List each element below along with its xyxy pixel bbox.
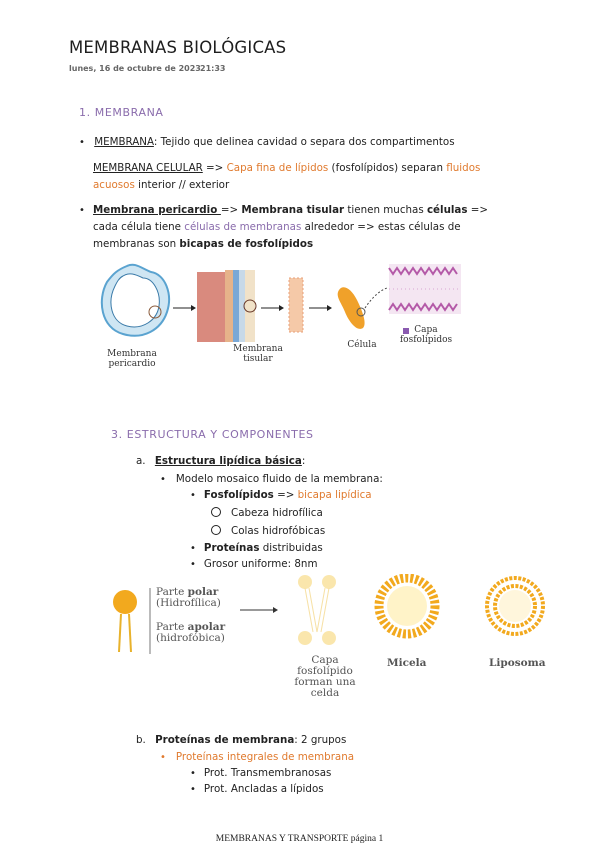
membrana-celular-paragraph xyxy=(93,160,513,194)
term-proteinas: Proteínas xyxy=(203,542,260,554)
bullet-dot: • xyxy=(79,137,85,148)
text: tienen muchas xyxy=(344,204,427,216)
arrow: => xyxy=(220,204,242,216)
circle-bullet xyxy=(211,507,221,517)
micela-drawing xyxy=(379,578,435,634)
label-parte-apolar xyxy=(156,622,225,644)
marker-a: a. xyxy=(136,455,146,467)
colas-text: Colas hidrofóbicas xyxy=(231,525,326,537)
highlight-capa-fina: Capa fina de lípidos xyxy=(226,162,329,174)
page-time: 21:33 xyxy=(200,64,226,73)
highlight-celulas-membranas: células de membranas xyxy=(184,221,302,233)
term-proteinas-membrana: Proteínas de membrana xyxy=(155,734,295,746)
apolar-prefix: Parte xyxy=(156,621,188,633)
arrow-1 xyxy=(173,305,196,311)
term-fosfolipidos: Fosfolípidos xyxy=(203,489,274,501)
liposoma-drawing xyxy=(487,578,543,634)
item-fosfolipidos: • Fosfolípidos => bicapa lipídica xyxy=(190,489,372,501)
term-pericardio: Membrana pericardio xyxy=(93,204,221,216)
item-a xyxy=(136,453,305,470)
section-heading-estructura: 3. ESTRUCTURA Y COMPONENTES xyxy=(111,428,314,441)
arrow-3 xyxy=(309,305,332,311)
arrow: => xyxy=(202,162,227,174)
text: => cada célula tiene xyxy=(93,204,489,233)
highlight-fluidos: fluidos acuosos xyxy=(93,162,481,191)
transmembranosas-text: Prot. Transmembranosas xyxy=(203,767,332,779)
label-liposoma: Liposoma xyxy=(489,657,546,669)
page-title: MEMBRANAS BIOLÓGICAS xyxy=(69,38,287,57)
section-heading-membrana: 1. MEMBRANA xyxy=(79,106,164,119)
colon: : xyxy=(301,455,306,467)
grosor-text: Grosor uniforme: 8nm xyxy=(203,558,318,570)
term-tisular: Membrana tisular xyxy=(241,204,345,216)
term-bicapas: bicapas de fosfolípidos xyxy=(179,238,314,250)
bullet-membrana xyxy=(79,134,455,151)
label-parte-polar xyxy=(156,587,221,609)
ancladas-text: Prot. Ancladas a lípidos xyxy=(203,783,324,795)
page-date: lunes, 16 de octubre de 2023 xyxy=(69,64,201,73)
label-capa-fosfolipido: Capa fosfolípido forman una celda xyxy=(294,654,356,699)
membrana-definition: : Tejido que delinea cavidad o separa dos compartimentos xyxy=(153,136,455,148)
integrales-text: Proteínas integrales de membrana xyxy=(175,751,355,763)
bilayer-drawing xyxy=(298,575,336,645)
label-capa-fosfolipidos: Capa fosfolípidos xyxy=(399,325,453,345)
fosfolipidos-drawing xyxy=(389,264,461,334)
item-proteinas: • Proteínas distribuidas xyxy=(190,542,323,554)
arrow: => xyxy=(273,489,298,501)
label-pericardio: Membrana pericardio xyxy=(107,349,157,369)
label-tisular: Membrana tisular xyxy=(233,344,283,364)
cell-tissue-drawing xyxy=(289,278,303,332)
phospholipid-drawing xyxy=(113,590,137,652)
item-colas xyxy=(211,523,325,540)
term-membrana: MEMBRANA xyxy=(94,136,154,148)
item-integrales: • Proteínas integrales de membrana xyxy=(160,751,355,763)
label-micela: Micela xyxy=(387,657,427,669)
bullet-dot-2: • xyxy=(79,205,85,216)
text-end: interior // exterior xyxy=(134,179,230,191)
item-cabeza xyxy=(211,505,323,522)
proteinas-text: distribuidas xyxy=(259,542,323,554)
item-grosor: • Grosor uniforme: 8nm xyxy=(190,558,318,570)
arrow-right xyxy=(240,607,278,613)
arrow-2 xyxy=(261,305,284,311)
celula-drawing xyxy=(338,287,387,329)
cabeza-text: Cabeza hidrofílica xyxy=(231,507,323,519)
apolar-word: apolar xyxy=(187,621,226,633)
text: alrededor => estas células de membranas son xyxy=(93,221,461,250)
tisular-drawing xyxy=(197,270,256,342)
item-modelo-mosaico: • Modelo mosaico fluido de la membrana: xyxy=(160,473,383,485)
item-ancladas: • Prot. Ancladas a lípidos xyxy=(190,783,324,795)
grupos-text: : 2 grupos xyxy=(294,734,347,746)
apolar-hint: (hidrofóbica) xyxy=(156,632,225,644)
polar-word: polar xyxy=(187,586,219,598)
label-celula: Célula xyxy=(347,340,377,350)
term-celulas: células xyxy=(426,204,468,216)
marker-b: b. xyxy=(136,734,146,746)
item-b xyxy=(136,732,346,749)
item-transmembranosas: • Prot. Transmembranosas xyxy=(190,767,332,779)
modelo-mosaico-text: Modelo mosaico fluido de la membrana: xyxy=(175,473,383,485)
text-mid: (fosfolípidos) separan xyxy=(328,162,447,174)
polar-hint: (Hidrofílica) xyxy=(156,597,221,609)
membrana-pericardio-paragraph xyxy=(93,202,515,253)
term-membrana-celular: MEMBRANA CELULAR xyxy=(93,162,203,174)
term-estructura-lipidica: Estructura lipídica básica xyxy=(154,455,302,467)
pericardio-drawing xyxy=(102,265,169,336)
highlight-bicapa: bicapa lipídica xyxy=(297,489,372,501)
polar-prefix: Parte xyxy=(156,586,188,598)
circle-bullet xyxy=(211,525,221,535)
page-footer: MEMBRANAS Y TRANSPORTE página 1 xyxy=(215,834,384,844)
